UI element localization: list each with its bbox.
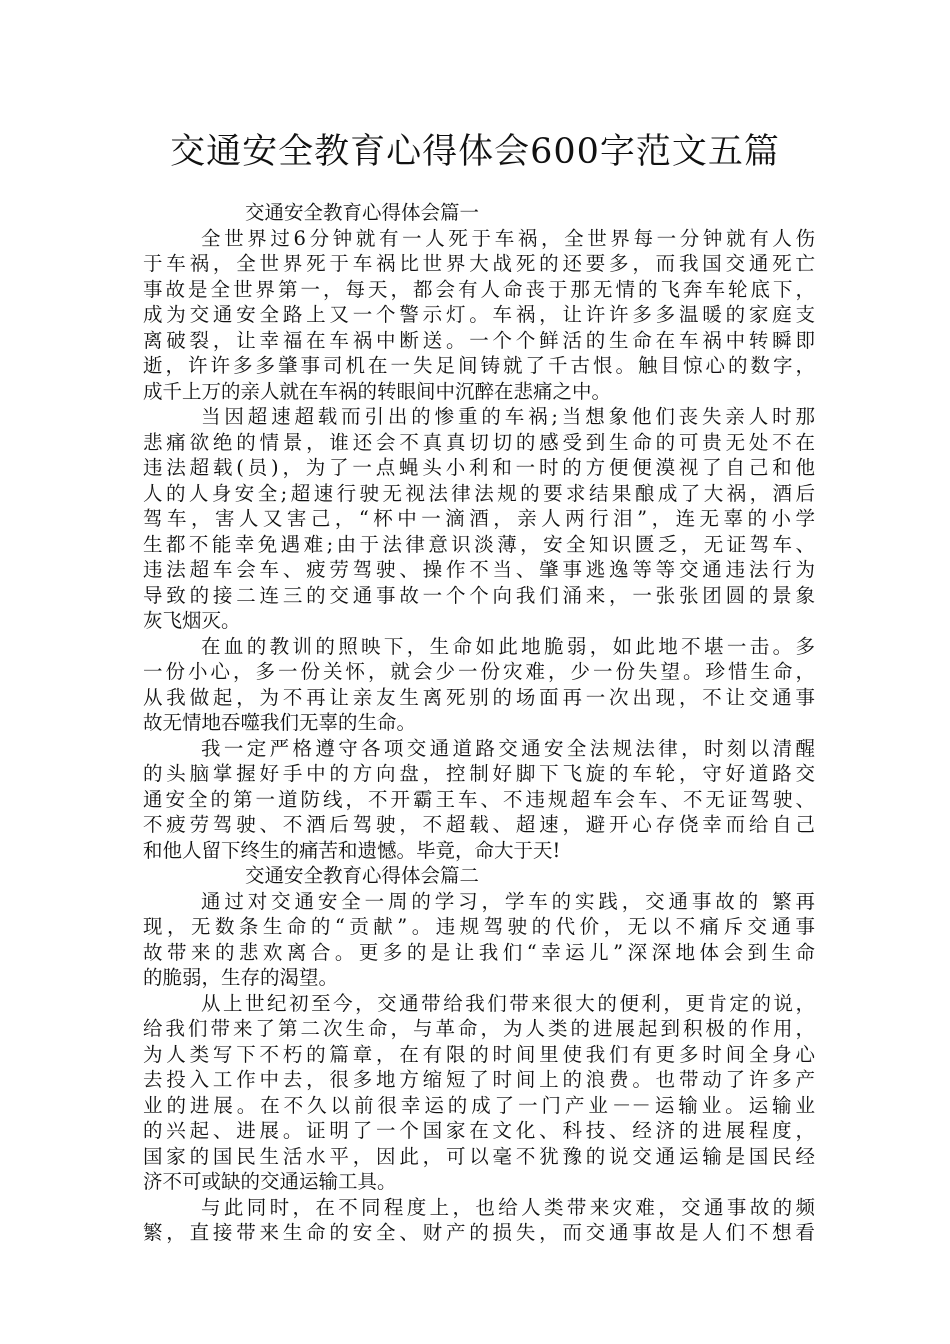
body-text-line: 违法超车会车、疲劳驾驶、操作不当、肇事逃逸等等交通违法行为 bbox=[143, 558, 815, 581]
body-text-line: 一份小心，多一份关怀，就会少一份灾难，少一份失望。珍惜生命， bbox=[143, 660, 815, 683]
paragraph-last-line: 灰飞烟灭。 bbox=[143, 609, 241, 632]
paragraph-last-line: 成千上万的亲人就在车祸的转眼间中沉醉在悲痛之中。 bbox=[143, 379, 612, 403]
body-text-line: 繁，直接带来生命的安全、财产的损失，而交通事故是人们不想看 bbox=[143, 1221, 815, 1244]
body-text-line: 给我们带来了第二次生命，与革命，为人类的进展起到积极的作用， bbox=[143, 1017, 815, 1040]
body-text-line: 不疲劳驾驶、不酒后驾驶，不超载、超速，避开心存侥幸而给自己 bbox=[143, 813, 815, 836]
paragraph-last-line: 和他人留下终生的痛苦和遗憾。毕竟，命大于天! bbox=[143, 838, 561, 862]
body-text-line: 违法超载(员)，为了一点蝇头小利和一时的方便便漠视了自己和他 bbox=[143, 456, 815, 479]
page-title: 交通安全教育心得体会600字范文五篇 bbox=[170, 132, 780, 172]
body-text-line: 从我做起，为不再让亲友生离死别的场面再一次出现，不让交通事 bbox=[143, 685, 815, 709]
paragraph-first-line: 我一定严格遵守各项交通道路交通安全法规法律，时刻以清醒 bbox=[201, 736, 815, 760]
paragraph-first-line: 当因超速超载而引出的惨重的车祸;当想象他们丧失亲人时那 bbox=[201, 405, 815, 428]
body-text-line: 为人类写下不朽的篇章，在有限的时间里使我们有更多时间全身心 bbox=[143, 1042, 815, 1066]
section-heading: 交通安全教育心得体会篇一 bbox=[245, 201, 480, 224]
body-text-line: 于车祸，全世界死于车祸比世界大战死的还要多，而我国交通死亡 bbox=[143, 252, 815, 275]
paragraph-first-line: 全世界过6分钟就有一人死于车祸，全世界每一分钟就有人伤 bbox=[201, 226, 815, 250]
body-text-line: 的兴起、进展。证明了一个国家在文化、科技、经济的进展程度， bbox=[143, 1119, 815, 1142]
document-body bbox=[143, 200, 815, 1246]
paragraph-first-line: 在血的教训的照映下，生命如此地脆弱，如此地不堪一击。多 bbox=[201, 634, 815, 658]
body-text-line: 故带来的悲欢离合。更多的是让我们“幸运儿”深深地体会到生命 bbox=[143, 940, 815, 964]
paragraph-first-line: 通过对交通安全一周的学习，学车的实践，交通事故的 繁再 bbox=[201, 889, 815, 913]
body-text-line: 导致的接二连三的交通事故一个个向我们涌来，一张张团圆的景象 bbox=[143, 583, 815, 607]
body-text-line: 悲痛欲绝的情景，谁还会不真真切切的感受到生命的可贵无处不在 bbox=[143, 430, 815, 454]
body-text-line: 生都不能幸免遇难;由于法律意识淡薄，安全知识匮乏，无证驾车、 bbox=[143, 532, 815, 556]
paragraph-first-line: 与此同时，在不同程度上，也给人类带来灾难，交通事故的频 bbox=[201, 1195, 815, 1219]
body-text-line: 去投入工作中去，很多地方缩短了时间上的浪费。也带动了许多产 bbox=[143, 1068, 815, 1091]
body-text-line: 的头脑掌握好手中的方向盘，控制好脚下飞旋的车轮，守好道路交 bbox=[143, 762, 815, 785]
body-text-line: 现，无数条生命的“贡献”。违规驾驶的代价，无以不痛斥交通事 bbox=[143, 915, 815, 938]
body-text-line: 通安全的第一道防线，不开霸王车、不违规超车会车、不无证驾驶、 bbox=[143, 787, 815, 811]
body-text-line: 离破裂，让幸福在车祸中断送。一个个鲜活的生命在车祸中转瞬即 bbox=[143, 328, 815, 352]
body-text-line: 驾车，害人又害己，“杯中一滴酒，亲人两行泪”，连无辜的小学 bbox=[143, 507, 815, 530]
paragraph-last-line: 的脆弱，生存的渴望。 bbox=[143, 966, 339, 989]
body-text-line: 逝，许许多多肇事司机在一失足间铸就了千古恨。触目惊心的数字， bbox=[143, 354, 815, 377]
paragraph-last-line: 济不可或缺的交通运输工具。 bbox=[143, 1170, 397, 1193]
body-text-line: 成为交通安全路上又一个警示灯。车祸，让许许多多温暖的家庭支 bbox=[143, 303, 815, 326]
paragraph-first-line: 从上世纪初至今，交通带给我们带来很大的便利，更肯定的说， bbox=[201, 991, 815, 1015]
body-text-line: 事故是全世界第一，每天，都会有人命丧于那无情的飞奔车轮底下， bbox=[143, 277, 815, 301]
body-text-line: 国家的国民生活水平，因此，可以毫不犹豫的说交通运输是国民经 bbox=[143, 1144, 815, 1168]
body-text-line: 业的进展。在不久以前很幸运的成了一门产业－－运输业。运输业 bbox=[143, 1093, 815, 1117]
section-heading: 交通安全教育心得体会篇二 bbox=[245, 864, 480, 887]
paragraph-last-line: 故无情地吞噬我们无辜的生命。 bbox=[143, 711, 417, 734]
body-text-line: 人的人身安全;超速行驶无视法律法规的要求结果酿成了大祸，酒后 bbox=[143, 481, 815, 505]
